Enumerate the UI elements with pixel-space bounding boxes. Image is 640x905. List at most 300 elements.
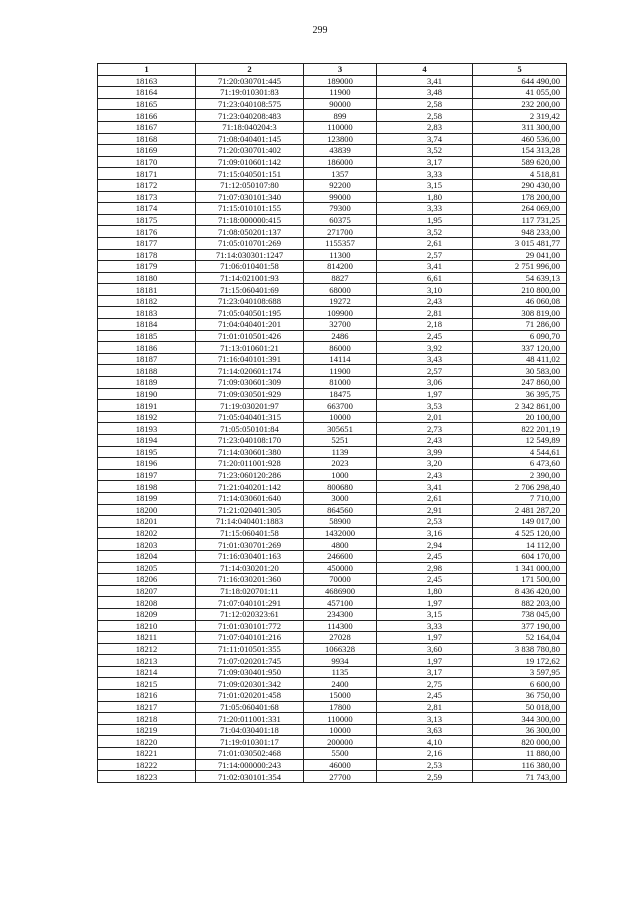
- table-row: [98, 771, 567, 783]
- cadastral-number-cell: 71:14:030601:380: [196, 446, 304, 458]
- record-number-cell: 18163: [98, 75, 196, 87]
- table-row: [98, 759, 567, 771]
- area-cell: 114300: [304, 620, 377, 632]
- table-row: [98, 319, 567, 331]
- value-cell: 822 201,19: [473, 423, 567, 435]
- value-cell: 29 041,00: [473, 249, 567, 261]
- area-cell: 46000: [304, 759, 377, 771]
- value-cell: 149 017,00: [473, 516, 567, 528]
- table-row: [98, 272, 567, 284]
- cadastral-number-cell: 71:19:010301:83: [196, 87, 304, 99]
- value-cell: 4 544,61: [473, 446, 567, 458]
- cadastral-number-cell: 71:14:040401:1883: [196, 516, 304, 528]
- coefficient-cell: 3,74: [377, 133, 473, 145]
- value-cell: 882 203,00: [473, 597, 567, 609]
- cadastral-number-cell: 71:21:040201:142: [196, 481, 304, 493]
- record-number-cell: 18186: [98, 342, 196, 354]
- coefficient-cell: 1,97: [377, 388, 473, 400]
- coefficient-cell: 2,61: [377, 237, 473, 249]
- value-cell: 12 549,89: [473, 435, 567, 447]
- coefficient-cell: 1,97: [377, 655, 473, 667]
- value-cell: 6 473,60: [473, 458, 567, 470]
- table-row: [98, 620, 567, 632]
- value-cell: 154 313,28: [473, 145, 567, 157]
- record-number-cell: 18223: [98, 771, 196, 783]
- cadastral-number-cell: 71:05:060401:68: [196, 701, 304, 713]
- value-cell: 178 200,00: [473, 191, 567, 203]
- area-cell: 58900: [304, 516, 377, 528]
- cadastral-number-cell: 71:01:010501:426: [196, 330, 304, 342]
- cadastral-number-cell: 71:18:020701:11: [196, 585, 304, 597]
- record-number-cell: 18168: [98, 133, 196, 145]
- table-row: [98, 388, 567, 400]
- area-cell: 109900: [304, 307, 377, 319]
- coefficient-cell: 2,58: [377, 110, 473, 122]
- area-cell: 189000: [304, 75, 377, 87]
- coefficient-cell: 2,01: [377, 411, 473, 423]
- record-number-cell: 18209: [98, 608, 196, 620]
- value-cell: 738 045,00: [473, 608, 567, 620]
- area-cell: 1155357: [304, 237, 377, 249]
- area-cell: 11900: [304, 87, 377, 99]
- value-cell: 589 620,00: [473, 156, 567, 168]
- value-cell: 377 190,00: [473, 620, 567, 632]
- cadastral-number-cell: 71:08:050201:137: [196, 226, 304, 238]
- cadastral-number-cell: 71:09:020301:342: [196, 678, 304, 690]
- coefficient-cell: 2,98: [377, 562, 473, 574]
- cadastral-number-cell: 71:20:030701:402: [196, 145, 304, 157]
- record-number-cell: 18169: [98, 145, 196, 157]
- record-number-cell: 18202: [98, 527, 196, 539]
- cadastral-number-cell: 71:23:040208:483: [196, 110, 304, 122]
- record-number-cell: 18201: [98, 516, 196, 528]
- record-number-cell: 18192: [98, 411, 196, 423]
- table-row: [98, 423, 567, 435]
- table-row: [98, 249, 567, 261]
- record-number-cell: 18222: [98, 759, 196, 771]
- coefficient-cell: 3,13: [377, 713, 473, 725]
- table-row: [98, 110, 567, 122]
- value-cell: 19 172,62: [473, 655, 567, 667]
- coefficient-cell: 2,83: [377, 121, 473, 133]
- value-cell: 3 838 780,80: [473, 643, 567, 655]
- area-cell: 1000: [304, 469, 377, 481]
- cadastral-number-cell: 71:14:030301:1247: [196, 249, 304, 261]
- value-cell: 604 170,00: [473, 550, 567, 562]
- value-cell: 337 120,00: [473, 342, 567, 354]
- coefficient-cell: 3,52: [377, 145, 473, 157]
- value-cell: 344 300,00: [473, 713, 567, 725]
- area-cell: 234300: [304, 608, 377, 620]
- record-number-cell: 18188: [98, 365, 196, 377]
- coefficient-cell: 4,10: [377, 736, 473, 748]
- cadastral-number-cell: 71:23:040108:170: [196, 435, 304, 447]
- cadastral-number-cell: 71:01:030502:468: [196, 748, 304, 760]
- coefficient-cell: 1,97: [377, 632, 473, 644]
- area-cell: 60375: [304, 214, 377, 226]
- area-cell: 663700: [304, 400, 377, 412]
- table-row: [98, 608, 567, 620]
- coefficient-cell: 2,81: [377, 307, 473, 319]
- coefficient-cell: 3,16: [377, 527, 473, 539]
- area-cell: 4800: [304, 539, 377, 551]
- coefficient-cell: 2,45: [377, 574, 473, 586]
- header-cell: 3: [304, 64, 377, 76]
- value-cell: 264 069,00: [473, 203, 567, 215]
- record-number-cell: 18216: [98, 690, 196, 702]
- table-row: [98, 701, 567, 713]
- coefficient-cell: 2,58: [377, 98, 473, 110]
- record-number-cell: 18212: [98, 643, 196, 655]
- coefficient-cell: 3,33: [377, 168, 473, 180]
- table-row: [98, 98, 567, 110]
- area-cell: 11300: [304, 249, 377, 261]
- area-cell: 27700: [304, 771, 377, 783]
- record-number-cell: 18176: [98, 226, 196, 238]
- area-cell: 18475: [304, 388, 377, 400]
- table-row: [98, 156, 567, 168]
- area-cell: 200000: [304, 736, 377, 748]
- coefficient-cell: 2,16: [377, 748, 473, 760]
- value-cell: 30 583,00: [473, 365, 567, 377]
- value-cell: 210 800,00: [473, 284, 567, 296]
- area-cell: 457100: [304, 597, 377, 609]
- value-cell: 2 481 287,20: [473, 504, 567, 516]
- value-cell: 117 731,25: [473, 214, 567, 226]
- cadastral-number-cell: 71:15:060401:58: [196, 527, 304, 539]
- header-cell: 2: [196, 64, 304, 76]
- register-table: [97, 63, 567, 783]
- value-cell: 2 751 996,00: [473, 261, 567, 273]
- value-cell: 116 380,00: [473, 759, 567, 771]
- area-cell: 271700: [304, 226, 377, 238]
- value-cell: 50 018,00: [473, 701, 567, 713]
- area-cell: 14114: [304, 353, 377, 365]
- cadastral-number-cell: 71:07:040101:216: [196, 632, 304, 644]
- area-cell: 5251: [304, 435, 377, 447]
- record-number-cell: 18187: [98, 353, 196, 365]
- value-cell: 2 342 861,00: [473, 400, 567, 412]
- coefficient-cell: 3,06: [377, 377, 473, 389]
- area-cell: 110000: [304, 713, 377, 725]
- coefficient-cell: 2,75: [377, 678, 473, 690]
- record-number-cell: 18172: [98, 179, 196, 191]
- record-number-cell: 18185: [98, 330, 196, 342]
- record-number-cell: 18171: [98, 168, 196, 180]
- record-number-cell: 18197: [98, 469, 196, 481]
- record-number-cell: 18167: [98, 121, 196, 133]
- record-number-cell: 18170: [98, 156, 196, 168]
- record-number-cell: 18180: [98, 272, 196, 284]
- area-cell: 15000: [304, 690, 377, 702]
- coefficient-cell: 1,97: [377, 597, 473, 609]
- value-cell: 3 597,95: [473, 666, 567, 678]
- cadastral-number-cell: 71:09:030401:950: [196, 666, 304, 678]
- cadastral-number-cell: 71:05:040401:315: [196, 411, 304, 423]
- record-number-cell: 18206: [98, 574, 196, 586]
- cadastral-number-cell: 71:20:011001:331: [196, 713, 304, 725]
- cadastral-number-cell: 71:15:010101:155: [196, 203, 304, 215]
- coefficient-cell: 3,15: [377, 608, 473, 620]
- cadastral-number-cell: 71:01:030101:772: [196, 620, 304, 632]
- table-row: [98, 539, 567, 551]
- table-row: [98, 597, 567, 609]
- cadastral-number-cell: 71:14:021001:93: [196, 272, 304, 284]
- value-cell: 48 411,02: [473, 353, 567, 365]
- cadastral-number-cell: 71:14:000000:243: [196, 759, 304, 771]
- coefficient-cell: 3,92: [377, 342, 473, 354]
- record-number-cell: 18210: [98, 620, 196, 632]
- cadastral-number-cell: 71:20:030701:445: [196, 75, 304, 87]
- cadastral-number-cell: 71:12:050107:80: [196, 179, 304, 191]
- coefficient-cell: 2,45: [377, 690, 473, 702]
- record-number-cell: 18178: [98, 249, 196, 261]
- header-cell: 4: [377, 64, 473, 76]
- cadastral-number-cell: 71:09:030601:309: [196, 377, 304, 389]
- coefficient-cell: 3,63: [377, 724, 473, 736]
- record-number-cell: 18205: [98, 562, 196, 574]
- area-cell: 2486: [304, 330, 377, 342]
- table-row: [98, 261, 567, 273]
- value-cell: 2 706 298,40: [473, 481, 567, 493]
- value-cell: 460 536,00: [473, 133, 567, 145]
- area-cell: 5500: [304, 748, 377, 760]
- coefficient-cell: 3,15: [377, 179, 473, 191]
- value-cell: 1 341 000,00: [473, 562, 567, 574]
- table-row: [98, 666, 567, 678]
- coefficient-cell: 2,43: [377, 295, 473, 307]
- cadastral-number-cell: 71:09:010601:142: [196, 156, 304, 168]
- area-cell: 186000: [304, 156, 377, 168]
- area-cell: 3000: [304, 492, 377, 504]
- record-number-cell: 18193: [98, 423, 196, 435]
- coefficient-cell: 2,57: [377, 249, 473, 261]
- value-cell: 290 430,00: [473, 179, 567, 191]
- coefficient-cell: 3,43: [377, 353, 473, 365]
- coefficient-cell: 2,53: [377, 516, 473, 528]
- table-row: [98, 284, 567, 296]
- table-row: [98, 342, 567, 354]
- coefficient-cell: 3,99: [377, 446, 473, 458]
- coefficient-cell: 2,73: [377, 423, 473, 435]
- cadastral-number-cell: 71:07:020201:745: [196, 655, 304, 667]
- record-number-cell: 18213: [98, 655, 196, 667]
- table-row: [98, 574, 567, 586]
- value-cell: 948 233,00: [473, 226, 567, 238]
- coefficient-cell: 3,41: [377, 261, 473, 273]
- table-row: [98, 330, 567, 342]
- area-cell: 19272: [304, 295, 377, 307]
- cadastral-number-cell: 71:01:020201:458: [196, 690, 304, 702]
- coefficient-cell: 2,81: [377, 701, 473, 713]
- record-number-cell: 18204: [98, 550, 196, 562]
- coefficient-cell: 3,33: [377, 203, 473, 215]
- value-cell: 4 525 120,00: [473, 527, 567, 539]
- coefficient-cell: 2,57: [377, 365, 473, 377]
- record-number-cell: 18215: [98, 678, 196, 690]
- record-number-cell: 18208: [98, 597, 196, 609]
- area-cell: 68000: [304, 284, 377, 296]
- value-cell: 36 395,75: [473, 388, 567, 400]
- coefficient-cell: 3,20: [377, 458, 473, 470]
- coefficient-cell: 2,43: [377, 435, 473, 447]
- area-cell: 246600: [304, 550, 377, 562]
- area-cell: 70000: [304, 574, 377, 586]
- page-number: 299: [312, 25, 328, 36]
- value-cell: 36 300,00: [473, 724, 567, 736]
- table-row: [98, 678, 567, 690]
- area-cell: 899: [304, 110, 377, 122]
- record-number-cell: 18207: [98, 585, 196, 597]
- value-cell: 36 750,00: [473, 690, 567, 702]
- record-number-cell: 18184: [98, 319, 196, 331]
- coefficient-cell: 2,53: [377, 759, 473, 771]
- table-row: [98, 562, 567, 574]
- value-cell: 4 518,81: [473, 168, 567, 180]
- table-row: [98, 75, 567, 87]
- coefficient-cell: 2,59: [377, 771, 473, 783]
- area-cell: 90000: [304, 98, 377, 110]
- table-row: [98, 168, 567, 180]
- table-row: [98, 643, 567, 655]
- record-number-cell: 18217: [98, 701, 196, 713]
- area-cell: 450000: [304, 562, 377, 574]
- area-cell: 1432000: [304, 527, 377, 539]
- value-cell: 71 743,00: [473, 771, 567, 783]
- record-number-cell: 18181: [98, 284, 196, 296]
- record-number-cell: 18166: [98, 110, 196, 122]
- record-number-cell: 18220: [98, 736, 196, 748]
- cadastral-number-cell: 71:16:030201:360: [196, 574, 304, 586]
- value-cell: 7 710,00: [473, 492, 567, 504]
- area-cell: 1066328: [304, 643, 377, 655]
- area-cell: 79300: [304, 203, 377, 215]
- value-cell: 71 286,00: [473, 319, 567, 331]
- area-cell: 17800: [304, 701, 377, 713]
- table-row: [98, 469, 567, 481]
- value-cell: 171 500,00: [473, 574, 567, 586]
- header-cell: 5: [473, 64, 567, 76]
- coefficient-cell: 1,80: [377, 585, 473, 597]
- header-cell: 1: [98, 64, 196, 76]
- value-cell: 3 015 481,77: [473, 237, 567, 249]
- value-cell: 46 060,08: [473, 295, 567, 307]
- area-cell: 10000: [304, 411, 377, 423]
- value-cell: 644 490,00: [473, 75, 567, 87]
- cadastral-number-cell: 71:07:030101:340: [196, 191, 304, 203]
- value-cell: 247 860,00: [473, 377, 567, 389]
- coefficient-cell: 2,18: [377, 319, 473, 331]
- area-cell: 800680: [304, 481, 377, 493]
- cadastral-number-cell: 71:15:040501:151: [196, 168, 304, 180]
- table-row: [98, 550, 567, 562]
- cadastral-number-cell: 71:18:000000:415: [196, 214, 304, 226]
- value-cell: 52 164,04: [473, 632, 567, 644]
- value-cell: 232 200,00: [473, 98, 567, 110]
- record-number-cell: 18219: [98, 724, 196, 736]
- coefficient-cell: 3,48: [377, 87, 473, 99]
- cadastral-number-cell: 71:07:040101:291: [196, 597, 304, 609]
- area-cell: 92200: [304, 179, 377, 191]
- value-cell: 2 390,00: [473, 469, 567, 481]
- value-cell: 8 436 420,00: [473, 585, 567, 597]
- area-cell: 10000: [304, 724, 377, 736]
- cadastral-number-cell: 71:04:040401:201: [196, 319, 304, 331]
- coefficient-cell: 3,60: [377, 643, 473, 655]
- area-cell: 81000: [304, 377, 377, 389]
- record-number-cell: 18182: [98, 295, 196, 307]
- coefficient-cell: 3,52: [377, 226, 473, 238]
- area-cell: 1357: [304, 168, 377, 180]
- value-cell: 308 819,00: [473, 307, 567, 319]
- area-cell: 1135: [304, 666, 377, 678]
- table-row: [98, 690, 567, 702]
- table-row: [98, 226, 567, 238]
- cadastral-number-cell: 71:14:030601:640: [196, 492, 304, 504]
- table-row: [98, 446, 567, 458]
- table-body: [98, 75, 567, 782]
- cadastral-number-cell: 71:16:040101:391: [196, 353, 304, 365]
- header-row: [98, 64, 567, 76]
- table-row: [98, 353, 567, 365]
- cadastral-number-cell: 71:18:040204:3: [196, 121, 304, 133]
- cadastral-number-cell: 71:12:020323:61: [196, 608, 304, 620]
- value-cell: 41 055,00: [473, 87, 567, 99]
- record-number-cell: 18214: [98, 666, 196, 678]
- cadastral-number-cell: 71:11:010501:355: [196, 643, 304, 655]
- cadastral-number-cell: 71:05:010701:269: [196, 237, 304, 249]
- record-number-cell: 18179: [98, 261, 196, 273]
- area-cell: 110000: [304, 121, 377, 133]
- area-cell: 305651: [304, 423, 377, 435]
- table-row: [98, 145, 567, 157]
- cadastral-number-cell: 71:19:010301:17: [196, 736, 304, 748]
- record-number-cell: 18175: [98, 214, 196, 226]
- table-row: [98, 655, 567, 667]
- cadastral-number-cell: 71:05:050101:84: [196, 423, 304, 435]
- record-number-cell: 18189: [98, 377, 196, 389]
- coefficient-cell: 6,61: [377, 272, 473, 284]
- cadastral-number-cell: 71:23:060120:286: [196, 469, 304, 481]
- record-number-cell: 18191: [98, 400, 196, 412]
- coefficient-cell: 1,95: [377, 214, 473, 226]
- area-cell: 1139: [304, 446, 377, 458]
- record-number-cell: 18190: [98, 388, 196, 400]
- cadastral-number-cell: 71:16:030401:163: [196, 550, 304, 562]
- coefficient-cell: 2,61: [377, 492, 473, 504]
- coefficient-cell: 2,45: [377, 550, 473, 562]
- record-number-cell: 18183: [98, 307, 196, 319]
- coefficient-cell: 2,94: [377, 539, 473, 551]
- cadastral-number-cell: 71:09:030501:929: [196, 388, 304, 400]
- table-row: [98, 87, 567, 99]
- table-row: [98, 203, 567, 215]
- value-cell: 2 319,42: [473, 110, 567, 122]
- coefficient-cell: 3,10: [377, 284, 473, 296]
- record-number-cell: 18195: [98, 446, 196, 458]
- table-row: [98, 121, 567, 133]
- record-number-cell: 18203: [98, 539, 196, 551]
- coefficient-cell: 3,17: [377, 156, 473, 168]
- record-number-cell: 18177: [98, 237, 196, 249]
- cadastral-number-cell: 71:08:040401:145: [196, 133, 304, 145]
- area-cell: 86000: [304, 342, 377, 354]
- record-number-cell: 18200: [98, 504, 196, 516]
- area-cell: 4686900: [304, 585, 377, 597]
- record-number-cell: 18198: [98, 481, 196, 493]
- cadastral-number-cell: 71:23:040108:575: [196, 98, 304, 110]
- cadastral-number-cell: 71:23:040108:688: [196, 295, 304, 307]
